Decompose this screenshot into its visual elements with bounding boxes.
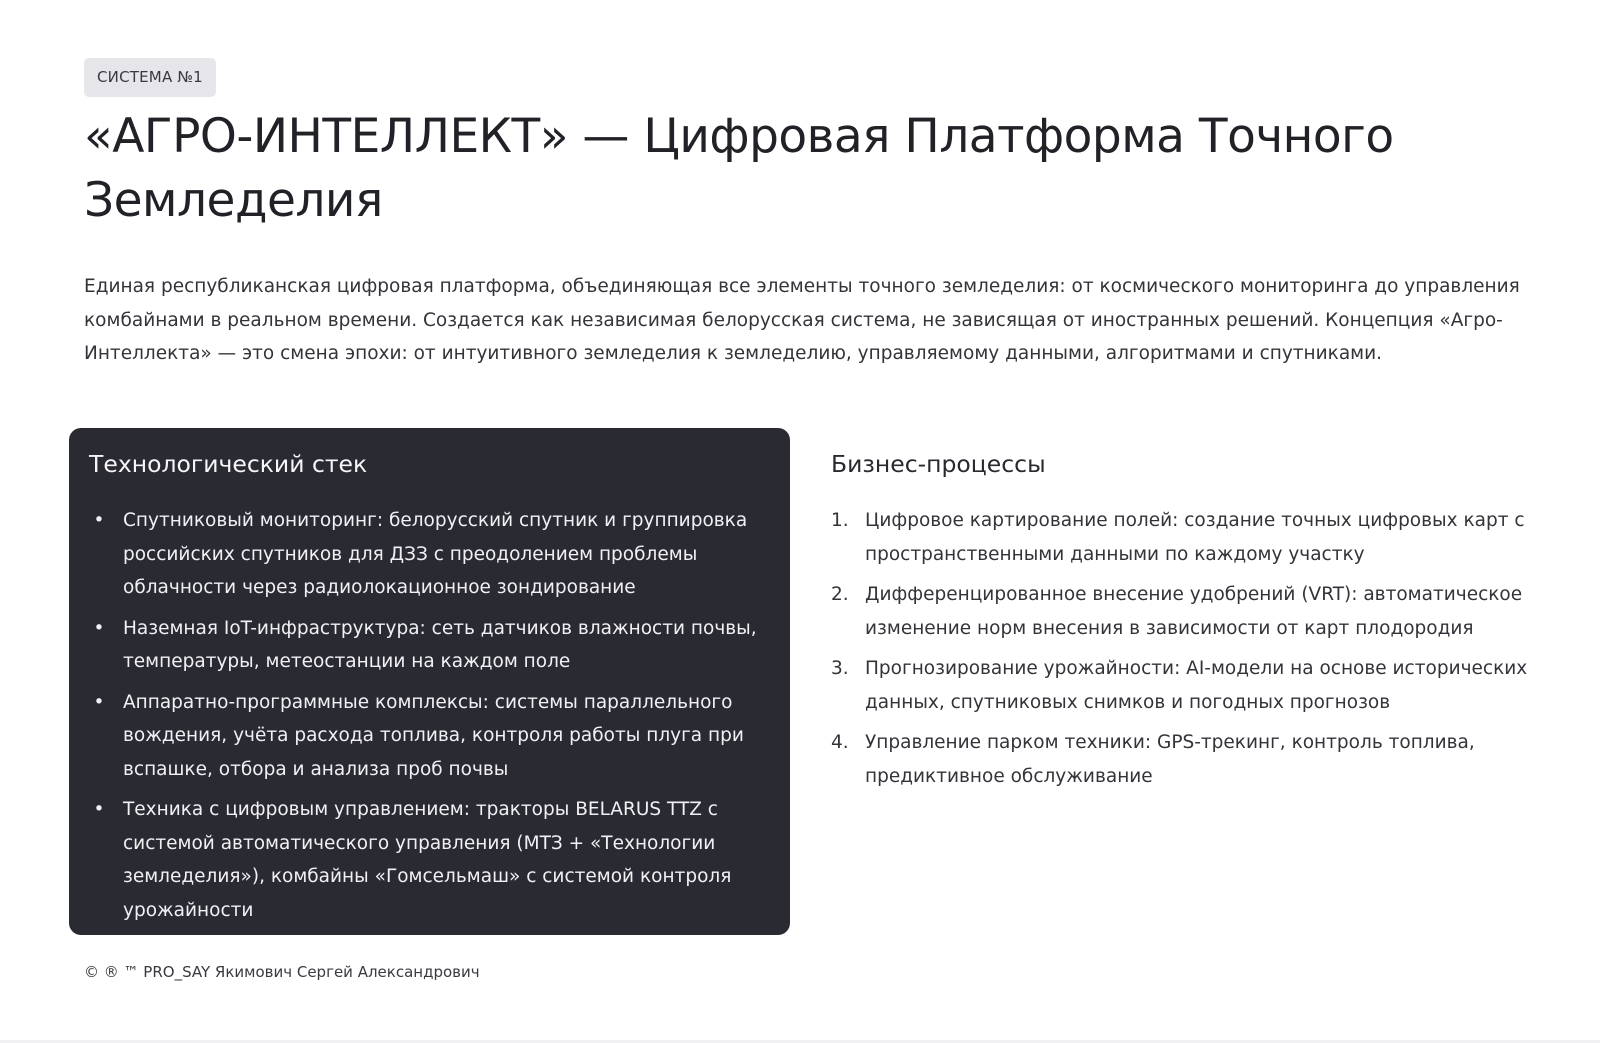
bullet-icon: • <box>93 691 105 713</box>
tech-stack-heading: Технологический стек <box>89 450 368 478</box>
list-number: 4. <box>831 732 849 753</box>
system-badge: СИСТЕМА №1 <box>84 58 216 97</box>
business-processes-heading: Бизнес-процессы <box>831 450 1046 478</box>
bullet-icon: • <box>93 617 105 639</box>
list-number: 2. <box>831 584 849 605</box>
lead-paragraph: Единая республиканская цифровая платформа, объединяющая все элементы точного земледелия: от космического мониторинга до управления комбайнами в реальном времени. Создается как независимая белорусская система, не зависящая от иностранных решений. Концепция «Агро-Интеллекта» — это смена эпохи: от интуитивного земледелия к земледелию, управляемому данными, алгоритмами и спутниками. <box>84 276 1520 364</box>
business-process-text: Дифференцированное внесение удобрений (VRT): автоматическое изменение норм внесения в зависимости от карт плодородия <box>865 584 1523 639</box>
tech-stack-item-text: Техника с цифровым управлением: тракторы BELARUS TTZ с системой автоматического управления (МТЗ + «Технологии земледелия»), комбайны «Гомсельмаш» с системой контроля урожайности <box>123 799 732 921</box>
business-process-item <box>831 504 1531 571</box>
tech-stack-item-text: Аппаратно-программные комплексы: системы параллельного вождения, учёта расхода топлива, контроля работы плуга при вспашке, отбора и анализа проб почвы <box>123 691 744 780</box>
tech-stack-item <box>89 504 770 605</box>
copyright-footer: © ® ™ PRO_SAY Якимович Сергей Александрович <box>84 963 480 981</box>
business-process-text: Цифровое картирование полей: создание точных цифровых карт с пространственными данными по каждому участку <box>865 510 1525 565</box>
page-title: «АГРО-ИНТЕЛЛЕКТ» — Цифровая Платформа Точного Земледелия <box>84 109 1394 228</box>
tech-stack-card <box>69 428 790 935</box>
list-number: 1. <box>831 510 849 531</box>
tech-stack-list <box>89 504 770 927</box>
business-process-item <box>831 726 1531 793</box>
tech-stack-item <box>89 793 770 927</box>
business-process-text: Управление парком техники: GPS-трекинг, контроль топлива, предиктивное обслуживание <box>865 732 1475 787</box>
bullet-icon: • <box>93 799 105 820</box>
tech-stack-item <box>89 612 770 679</box>
business-process-text: Прогнозирование урожайности: AI-модели на основе исторических данных, спутниковых снимков и погодных прогнозов <box>865 658 1528 713</box>
list-number: 3. <box>831 658 849 679</box>
business-process-item <box>831 578 1531 645</box>
bullet-icon: • <box>93 510 105 531</box>
business-processes-list <box>831 504 1531 793</box>
tech-stack-item-text: Наземная IoT-инфраструктура: сеть датчиков влажности почвы, температуры, метеостанции на каждом поле <box>123 617 757 672</box>
tech-stack-item <box>89 686 770 787</box>
business-processes-section <box>831 448 1531 800</box>
tech-stack-item-text: Спутниковый мониторинг: белорусский спутник и группировка российских спутников для ДЗЗ с преодолением проблемы облачности через радиолокационное зондирование <box>123 510 748 598</box>
business-process-item <box>831 652 1531 719</box>
